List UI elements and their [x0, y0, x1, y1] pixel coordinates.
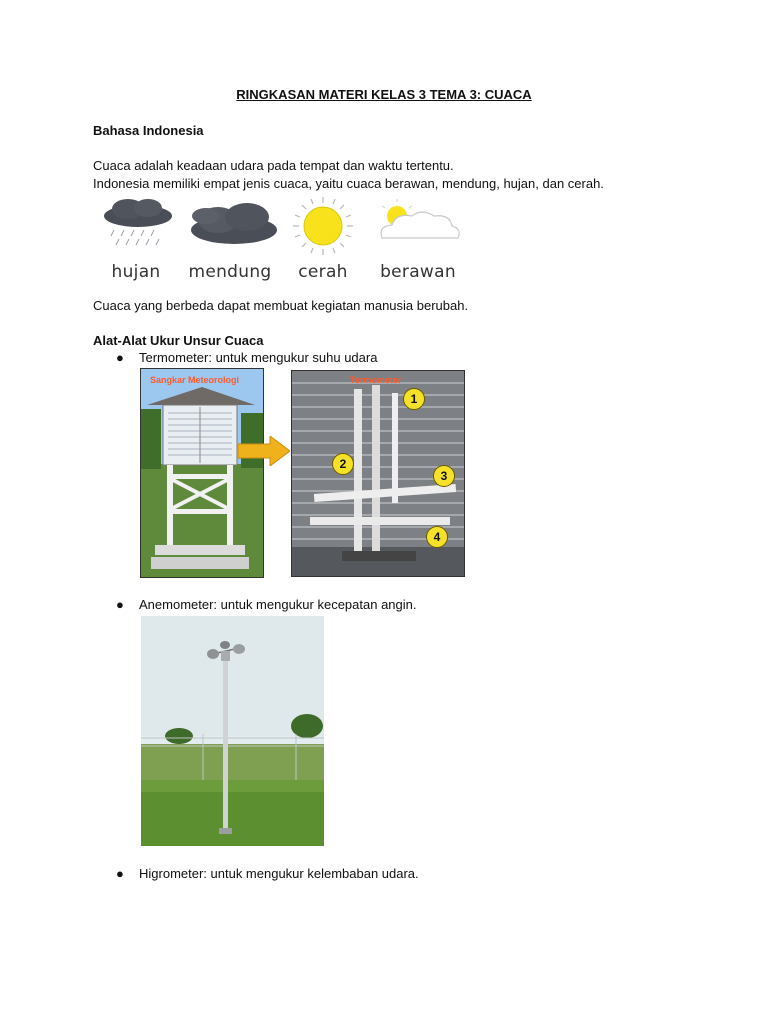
paragraph-line: Indonesia memiliki empat jenis cuaca, yaitu cuaca berawan, mendung, hujan, dan cerah. [93, 176, 604, 191]
rain-cloud-icon [104, 199, 172, 245]
marker-badge: 3 [433, 465, 455, 487]
section-heading-alat: Alat-Alat Ukur Unsur Cuaca [93, 333, 264, 348]
marker-badge: 2 [332, 453, 354, 475]
weather-label-cerah: cerah [298, 262, 348, 282]
weather-label-berawan: berawan [380, 262, 456, 282]
right-arrow-icon [238, 436, 290, 466]
weather-label-hujan: hujan [111, 262, 161, 282]
sun-icon [293, 197, 353, 255]
weather-label-mendung: mendung [188, 262, 272, 282]
paragraph: Cuaca yang berbeda dapat membuat kegiatan manusia berubah. [93, 298, 469, 313]
bullet-icon: ● [116, 350, 124, 365]
weather-illustration [100, 196, 470, 288]
photo-caption-sangkar: Sangkar Meteorologi [150, 375, 240, 385]
section-heading-bahasa: Bahasa Indonesia [93, 123, 204, 138]
photo-termometer [291, 370, 465, 577]
bullet-text-termometer: Termometer: untuk mengukur suhu udara [139, 350, 378, 365]
bullet-icon: ● [116, 866, 124, 881]
photo-anemometer [141, 616, 324, 846]
paragraph-line: Cuaca adalah keadaan udara pada tempat dan waktu tertentu. [93, 158, 454, 173]
photo-sangkar-meteorologi [140, 368, 264, 578]
page-title: RINGKASAN MATERI KELAS 3 TEMA 3: CUACA [236, 87, 532, 102]
partly-cloudy-icon [381, 199, 459, 238]
bullet-icon: ● [116, 597, 124, 612]
marker-badge: 4 [426, 526, 448, 548]
dark-cloud-icon [191, 203, 277, 244]
photo-caption-termometer: Termometer [350, 375, 402, 385]
marker-badge: 1 [403, 388, 425, 410]
bullet-text-anemometer: Anemometer: untuk mengukur kecepatan angin. [139, 597, 417, 612]
bullet-text-higrometer: Higrometer: untuk mengukur kelembaban udara. [139, 866, 419, 881]
